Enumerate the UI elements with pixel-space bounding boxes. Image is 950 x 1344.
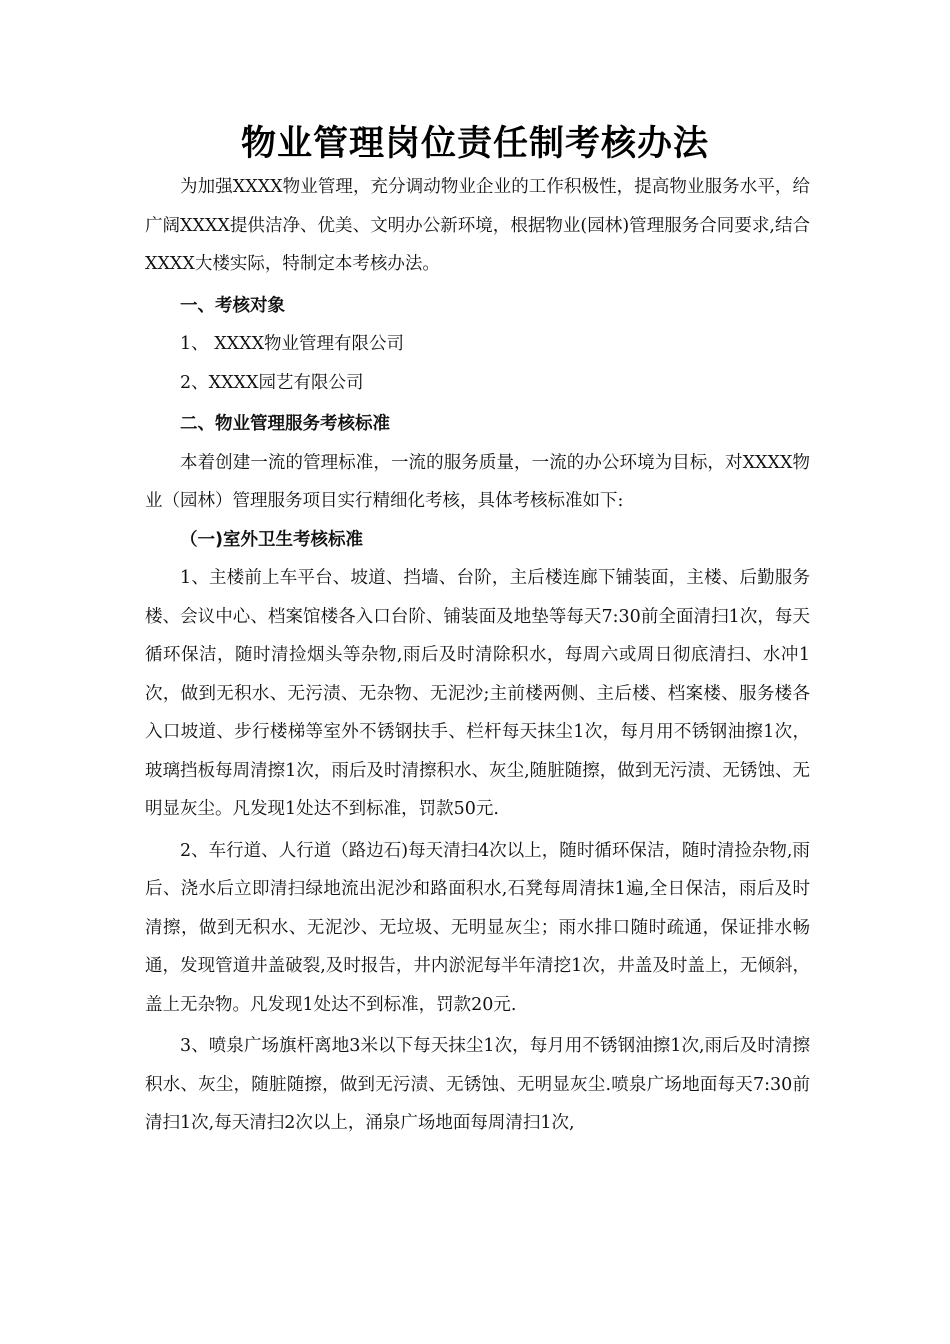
intro-paragraph: 为加强XXXX物业管理，充分调动物业企业的工作积极性，提高物业服务水平，给广阔XXXX提供洁净、优美、文明办公新环境，根据物业(园林)管理服务合同要求,结合XXXX大楼实际，特制定本考核办法。: [145, 177, 810, 274]
section1-heading: 一、考核对象: [180, 295, 285, 316]
section2-intro: 本着创建一流的管理标准，一流的服务质量，一流的办公环境为目标，对XXXX物业（园林）管理服务项目实行精细化考核，具体考核标准如下:: [145, 452, 810, 511]
standard-paragraph-2: 2、车行道、人行道（路边石)每天清扫4次以上，随时循环保洁，随时清捡杂物,雨后、浇水后立即清扫绿地流出泥沙和路面积水,石凳每周清抹1遍,全日保洁，雨后及时清擦，做到无积水、无泥沙、无垃圾、无明显灰尘；雨水排口随时疏通，保证排水畅通，发现管道井盖破裂,及时报告，井内淤泥每半年清挖1次，井盖及时盖上，无倾斜，盖上无杂物。凡发现1处达不到标准，罚款20元.: [145, 840, 810, 1015]
standard-paragraph-1: 1、主楼前上车平台、坡道、挡墙、台阶，主后楼连廊下铺装面，主楼、后勤服务楼、会议中心、档案馆楼各入口台阶、铺装面及地垫等每天7:30前全面清扫1次，每天循环保洁，随时清捡烟头等杂物,雨后及时清除积水，每周六或周日彻底清扫、水冲1次，做到无积水、无污渍、无杂物、无泥沙;主前楼两侧、主后楼、档案楼、服务楼各入口坡道、步行楼梯等室外不锈钢扶手、栏杆每天抹尘1次，每月用不锈钢油擦1次，玻璃挡板每周清擦1次，雨后及时清擦积水、灰尘,随脏随擦，做到无污渍、无锈蚀、无明显灰尘。凡发现1处达不到标准，罚款50元.: [145, 568, 810, 819]
section1-item-1: 1、 XXXX物业管理有限公司: [180, 334, 405, 354]
document-body: [145, 168, 810, 1143]
section2-heading: 二、物业管理服务考核标准: [180, 414, 390, 434]
document-title: 物业管理岗位责任制考核办法: [240, 124, 709, 164]
standard-paragraph-3: 3、喷泉广场旗杆离地3米以下每天抹尘1次，每月用不锈钢油擦1次,雨后及时清擦积水、灰尘，随脏随擦，做到无污渍、无锈蚀、无明显灰尘.喷泉广场地面每天7:30前清扫1次,每天清扫2次以上，涌泉广场地面每周清扫1次,: [145, 1036, 810, 1133]
section1-item-2: 2、XXXX园艺有限公司: [180, 372, 364, 393]
section2-subheading: （一)室外卫生考核标准: [180, 529, 363, 550]
